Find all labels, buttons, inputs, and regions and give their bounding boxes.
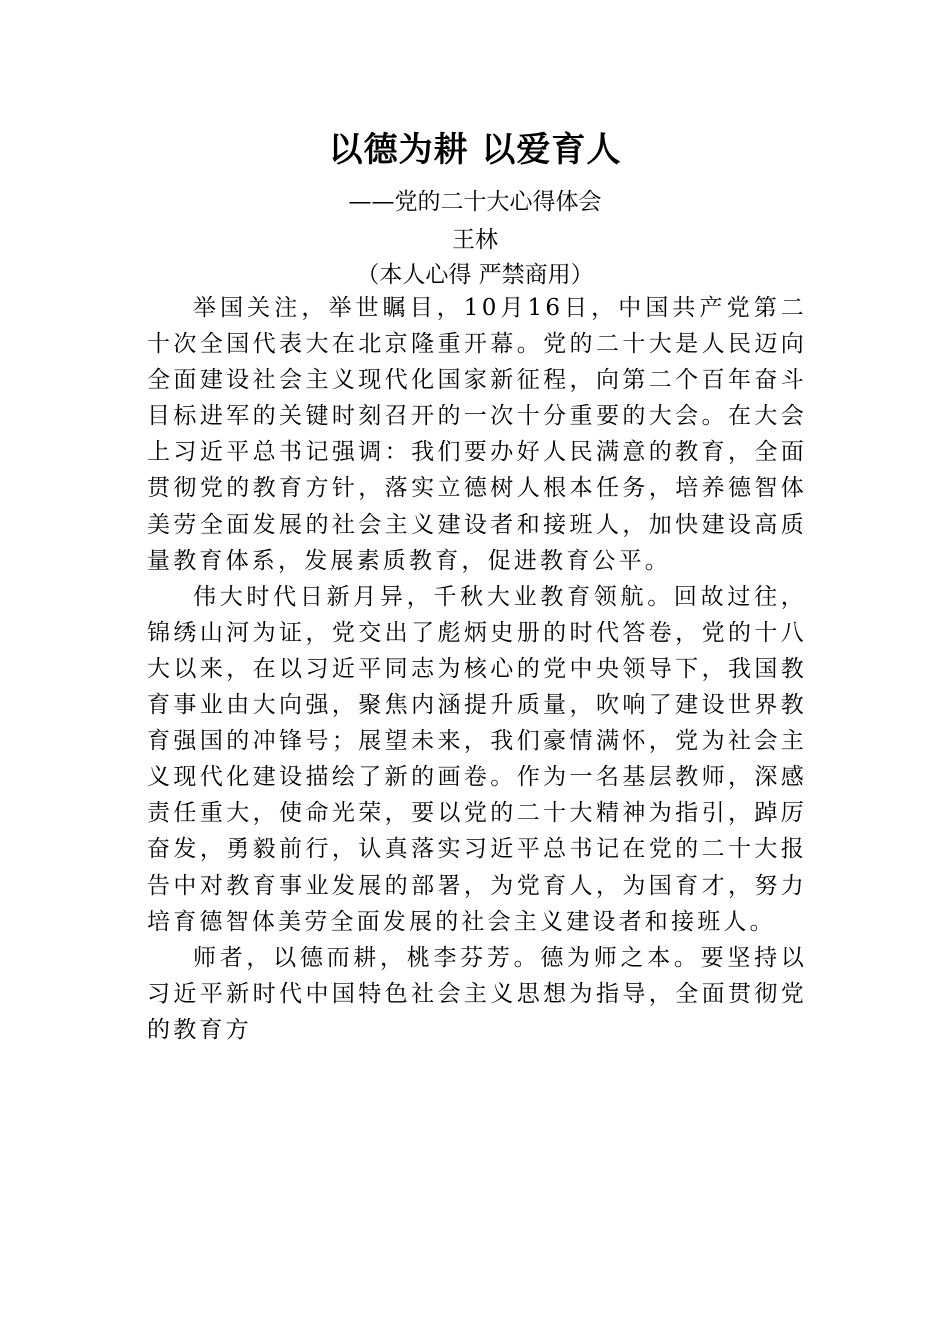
paragraph: 伟大时代日新月异，千秋大业教育领航。回故过往，锦绣山河为证，党交出了彪炳史册的时代答卷，党的十八大以来，在以习近平同志为核心的党中央领导下，我国教育事业由大向强，聚焦内涵提升质量，吹响了建设世界教育强国的冲锋号；展望未来，我们豪情满怀，党为社会主义现代化建设描绘了新的画卷。作为一名基层教师，深感责任重大，使命光荣，要以党的二十大精神为指引，踔厉奋发，勇毅前行，认真落实习近平总书记在党的二十大报告中对教育事业发展的部署，为党育人，为国育才，努力培育德智体美劳全面发展的社会主义建设者和接班人。	[147, 583, 807, 935]
document-body	[147, 290, 807, 1048]
author-name: 王林	[452, 227, 498, 253]
paragraph: 师者，以德而耕，桃李芬芳。德为师之本。要坚持以习近平新时代中国特色社会主义思想为指导，全面贯彻党的教育方	[147, 944, 807, 1043]
usage-note: （本人心得 严禁商用）	[356, 262, 594, 288]
document-subtitle: ——党的二十大心得体会	[348, 189, 602, 215]
document-title: 以德为耕 以爱育人	[328, 130, 622, 170]
paragraph: 举国关注，举世瞩目，10月16日，中国共产党第二十次全国代表大在北京隆重开幕。党的二十大是人民迈向全面建设社会主义现代化国家新征程，向第二个百年奋斗目标进军的关键时刻召开的一次十分重要的大会。在大会上习近平总书记强调：我们要办好人民满意的教育，全面贯彻党的教育方针，落实立德树人根本任务，培养德智体美劳全面发展的社会主义建设者和接班人，加快建设高质量教育体系，发展素质教育，促进教育公平。	[147, 295, 807, 574]
